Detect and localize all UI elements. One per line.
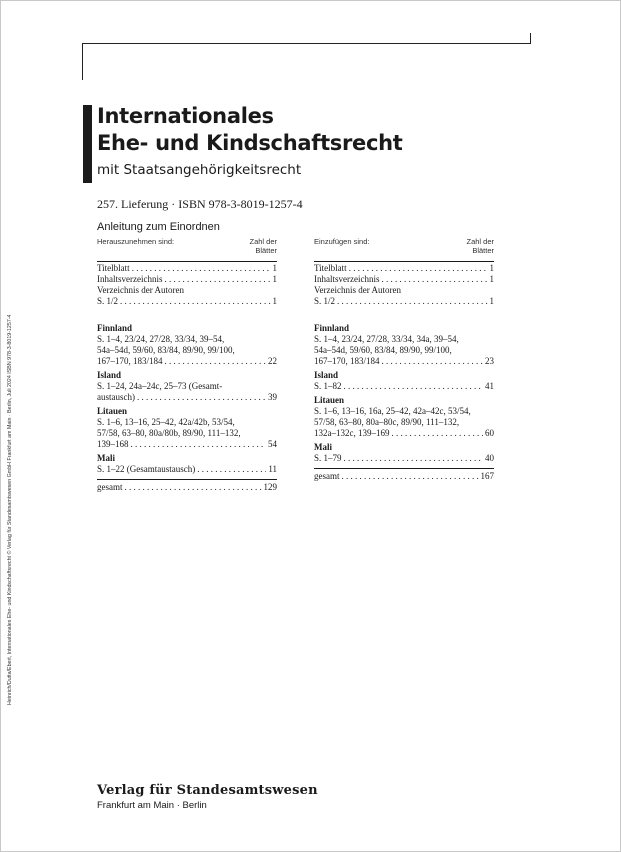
list-item: Inhaltsverzeichnis . . . 1 — [314, 274, 494, 285]
total-rule — [97, 479, 277, 480]
remove-column — [97, 238, 277, 493]
group-line: S. 1–4, 23/24, 27/28, 33/34, 39–54, — [97, 334, 225, 344]
column-header — [97, 238, 277, 260]
insert-column — [314, 238, 494, 482]
count-header-line-1: Zahl der — [249, 237, 277, 246]
column-header-label: Einzufügen sind: — [314, 237, 370, 246]
subtitle: mit Staatsangehörigkeitsrecht — [97, 162, 302, 178]
column-header-label: Herauszunehmen sind: — [97, 237, 175, 246]
list-item: S. 1/2 . . . 1 — [97, 296, 277, 307]
top-rule — [82, 43, 531, 44]
header-rule — [314, 261, 494, 262]
group-line: S. 1–6, 13–16, 16a, 25–42, 42a–42c, 53/54, — [314, 406, 471, 416]
group-line: 54a–54d, 59/60, 83/84, 89/90, 99/100, — [314, 345, 452, 355]
list-item: Verzeichnis der Autoren — [97, 285, 184, 295]
column-header — [314, 238, 494, 260]
list-item: Inhaltsverzeichnis . . . 1 — [97, 274, 277, 285]
group-last-line: austausch) . . . 39 — [97, 392, 277, 403]
group-last-line: S. 1–22 (Gesamtaustausch) . . . 11 — [97, 464, 277, 475]
group-line: 57/58, 63–80, 80a–80c, 89/90, 111–132, — [314, 417, 460, 427]
title-line-2: Ehe- und Kindschaftsrecht — [97, 131, 403, 155]
page-title — [97, 103, 403, 157]
count-header-line-2: Blätter — [472, 245, 494, 255]
total-rule — [314, 468, 494, 469]
group-title: Mali — [97, 453, 115, 463]
title-line-1: Internationales — [97, 104, 274, 128]
column-header-count — [249, 238, 277, 255]
list-item: Titelblatt . . . 1 — [314, 263, 494, 274]
group-last-line: 167–170, 183/184 . . . 22 — [97, 356, 277, 367]
group-last-line: S. 1–82 . . . 41 — [314, 381, 494, 392]
group-title: Litauen — [314, 395, 345, 405]
lieferung-isbn: 257. Lieferung · ISBN 978-3-8019-1257-4 — [97, 197, 303, 211]
list-item: Titelblatt . . . 1 — [97, 263, 277, 274]
side-imprint: Heinrich/Dutta/Ebert, Internationales Ehe- und Kindschaftsrecht © Verlag für Standesamtswesen GmbH Frankfurt am Main · Berlin, Juli 2024 ISBN 978-3-8019-1257-4 — [7, 314, 13, 705]
group-title: Island — [314, 370, 339, 380]
group-last-line: 132a–132c, 139–169 . . . 60 — [314, 428, 494, 439]
group-last-line: 167–170, 183/184 . . . 23 — [314, 356, 494, 367]
group-title: Island — [97, 370, 122, 380]
group-title: Mali — [314, 442, 332, 452]
group-line: 54a–54d, 59/60, 83/84, 89/90, 99/100, — [97, 345, 235, 355]
top-rule-right-tick — [530, 33, 531, 44]
group-line: S. 1–24, 24a–24c, 25–73 (Gesamt- — [97, 381, 223, 391]
publisher-name: Verlag für Standesamtswesen — [97, 783, 318, 798]
list-item: Verzeichnis der Autoren — [314, 285, 401, 295]
anleitung-heading: Anleitung zum Einordnen — [97, 221, 220, 233]
group-title: Finnland — [97, 323, 133, 333]
header-rule — [97, 261, 277, 262]
total-row: gesamt . . . 167 — [314, 471, 494, 482]
group-last-line: 139–168 . . . 54 — [97, 439, 277, 450]
title-bar — [83, 105, 92, 183]
top-rule-left-tick — [82, 43, 83, 80]
group-line: 57/58, 63–80, 80a/80b, 89/90, 111–132, — [97, 428, 241, 438]
group-last-line: S. 1–79 . . . 40 — [314, 453, 494, 464]
publisher-location: Frankfurt am Main · Berlin — [97, 800, 207, 811]
group-line: S. 1–6, 13–16, 25–42, 42a/42b, 53/54, — [97, 417, 235, 427]
group-title: Finnland — [314, 323, 350, 333]
list-item: S. 1/2 . . . 1 — [314, 296, 494, 307]
group-line: S. 1–4, 23/24, 27/28, 33/34, 34a, 39–54, — [314, 334, 459, 344]
count-header-line-1: Zahl der — [466, 237, 494, 246]
column-header-count — [466, 238, 494, 255]
count-header-line-2: Blätter — [255, 245, 277, 255]
total-row: gesamt . . . 129 — [97, 482, 277, 493]
group-title: Litauen — [97, 406, 128, 416]
